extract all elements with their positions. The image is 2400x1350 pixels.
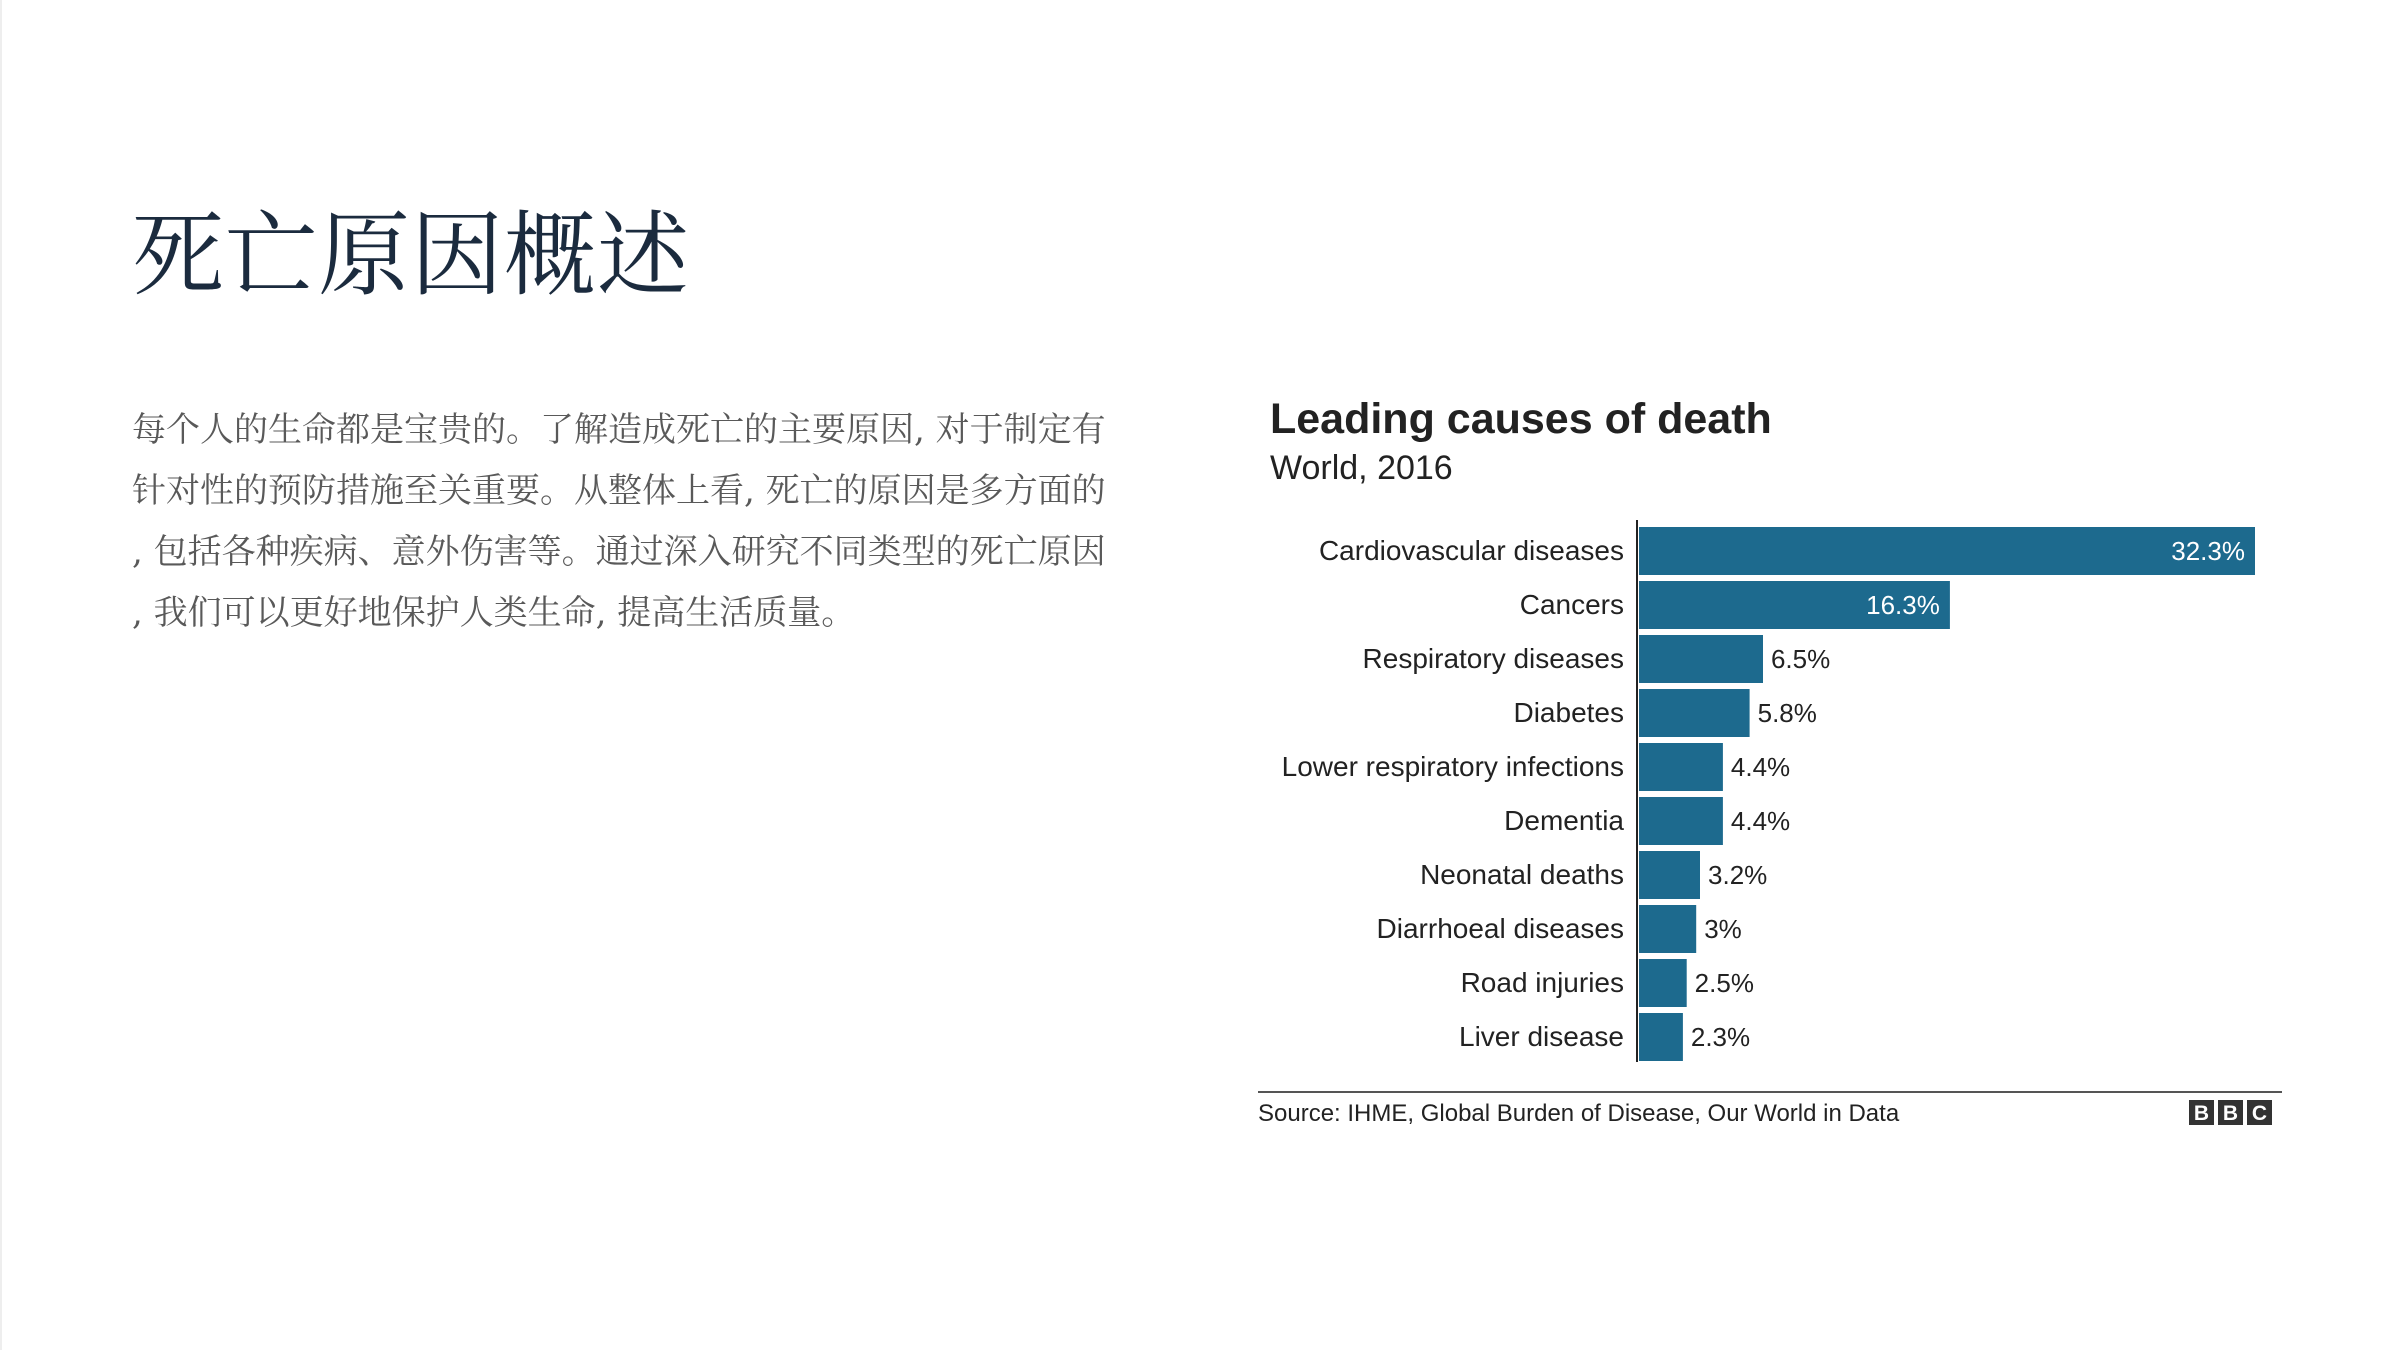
chart-panel bbox=[1250, 390, 2300, 1150]
body-line: , 包括各种疾病、意外伤害等。通过深入研究不同类型的死亡原因 bbox=[132, 532, 1106, 572]
bar bbox=[1639, 851, 1700, 899]
category-label: Cancers bbox=[1519, 589, 1624, 620]
bar bbox=[1639, 689, 1750, 737]
category-label: Respiratory diseases bbox=[1362, 643, 1624, 674]
slide-body-text bbox=[132, 400, 1162, 644]
value-label: 4.4% bbox=[1730, 806, 1791, 836]
category-label: Cardiovascular diseases bbox=[1318, 535, 1624, 566]
value-label: 4.4% bbox=[1730, 752, 1791, 782]
bar bbox=[1639, 743, 1723, 791]
category-label: Lower respiratory infections bbox=[1281, 751, 1624, 782]
body-line: 针对性的预防措施至关重要。从整体上看, 死亡的原因是多方面的 bbox=[132, 471, 1106, 511]
value-label: 3.2% bbox=[1708, 860, 1768, 890]
value-label: 6.5% bbox=[1770, 644, 1831, 674]
value-label: 2.3% bbox=[1690, 1022, 1751, 1052]
bars-group bbox=[1282, 527, 2255, 1061]
value-label: 3% bbox=[1704, 914, 1742, 944]
svg-text:C: C bbox=[2251, 1102, 2268, 1125]
category-label: Dementia bbox=[1504, 805, 1624, 836]
bar-chart bbox=[1250, 390, 2300, 1150]
category-label: Liver disease bbox=[1459, 1021, 1624, 1052]
svg-text:B: B bbox=[2222, 1102, 2239, 1125]
body-line: 每个人的生命都是宝贵的。了解造成死亡的主要原因, 对于制定有 bbox=[132, 410, 1106, 450]
bar bbox=[1639, 959, 1687, 1007]
category-label: Neonatal deaths bbox=[1420, 859, 1624, 890]
value-label: 32.3% bbox=[2171, 536, 2245, 566]
bar bbox=[1639, 635, 1763, 683]
category-label: Road injuries bbox=[1460, 967, 1624, 998]
bbc-logo bbox=[2189, 1100, 2272, 1125]
slide-title: 死亡原因概述 bbox=[132, 202, 691, 309]
svg-text:B: B bbox=[2193, 1102, 2210, 1125]
bar bbox=[1639, 1013, 1683, 1061]
value-label: 5.8% bbox=[1757, 698, 1817, 728]
bar bbox=[1639, 905, 1696, 953]
chart-title: Leading causes of death bbox=[1270, 395, 1772, 443]
bar bbox=[1639, 527, 2255, 575]
chart-subtitle: World, 2016 bbox=[1270, 449, 1453, 487]
category-label: Diabetes bbox=[1513, 697, 1624, 728]
value-label: 2.5% bbox=[1694, 968, 1754, 998]
source-text: Source: IHME, Global Burden of Disease, Our World in Data bbox=[1258, 1100, 1900, 1127]
slide-edge bbox=[0, 0, 2, 1350]
bar bbox=[1639, 797, 1723, 845]
body-line: , 我们可以更好地保护人类生命, 提高生活质量。 bbox=[132, 593, 856, 633]
value-label: 16.3% bbox=[1866, 590, 1940, 620]
category-label: Diarrhoeal diseases bbox=[1376, 913, 1624, 944]
